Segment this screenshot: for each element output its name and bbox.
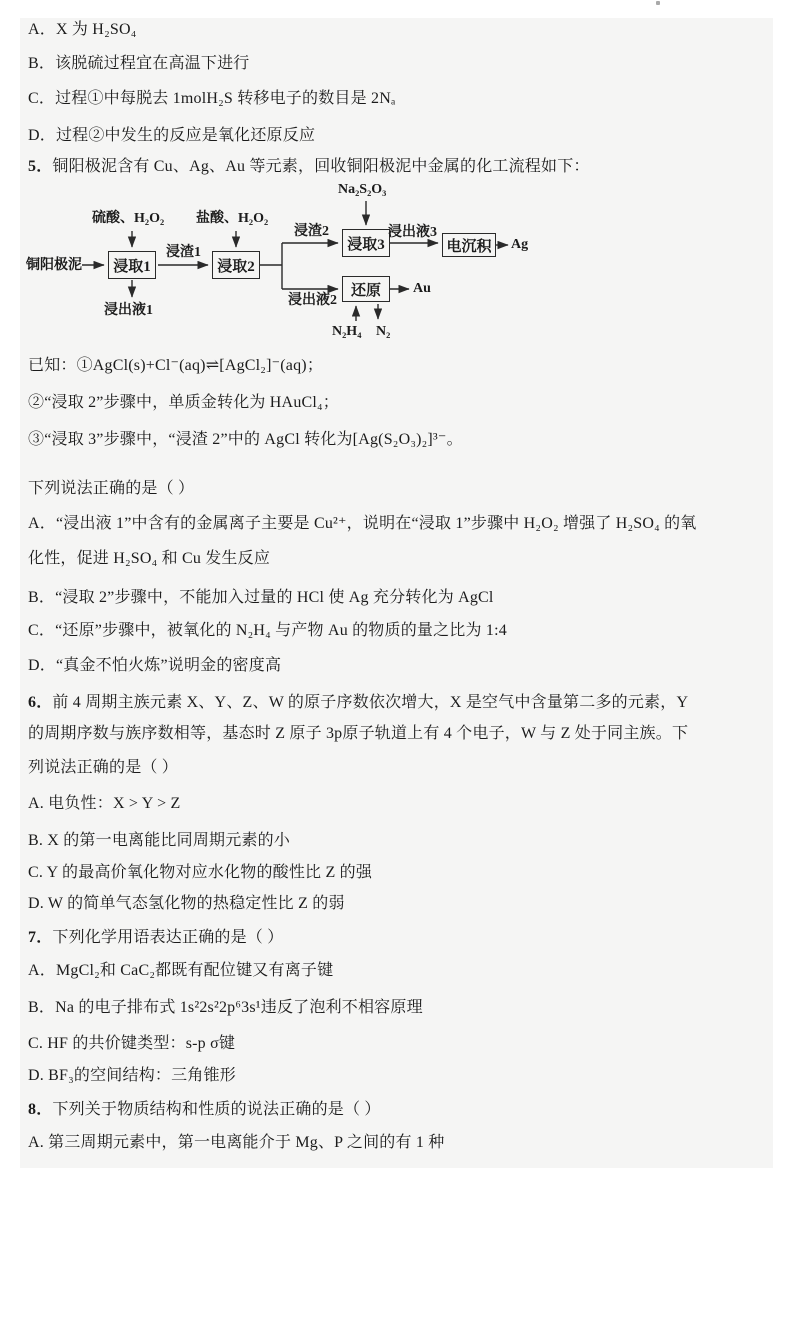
flowchart-box-deposit: 电沉积 — [442, 233, 496, 257]
flowchart-byproduct-n2: N₂ — [376, 324, 391, 339]
q6-option-a: A. 电负性：X > Y > Z — [28, 795, 181, 812]
flowchart-product-ag: Ag — [511, 237, 529, 252]
q4-option-b: B．该脱硫过程宜在高温下进行 — [28, 55, 250, 72]
q5-option-a-l1: A．“浸出液 1”中含有的金属离子主要是 Cu²⁺，说明在“浸取 1”步骤中 H₂O₂ 增强了 H₂SO₄ 的氧 — [28, 515, 697, 532]
q5-option-d: D．“真金不怕火炼”说明金的密度高 — [28, 657, 282, 674]
q6-stem-l2: 的周期序数与族序数相等，基态时 Z 原子 3p原子轨道上有 4 个电子，W 与 Z 处于同主族。下 — [28, 725, 689, 742]
q8-number: 8． — [28, 1101, 53, 1118]
q7-stem-text: 下列化学用语表达正确的是（ ） — [52, 929, 284, 946]
q8-stem — [28, 1100, 381, 1120]
q6-stem-text-1: 前 4 周期主族元素 X、Y、Z、W 的原子序数依次增大，X 是空气中含量第二多的元素，Y — [52, 694, 689, 711]
q4-option-c: C．过程①中每脱去 1molH₂S 转移电子的数目是 2Nₐ — [28, 90, 396, 107]
q8-option-a: A. 第三周期元素中，第一电离能介于 Mg、P 之间的有 1 种 — [28, 1134, 445, 1151]
flowchart-box-leach3: 浸取3 — [342, 229, 390, 257]
q7-option-b: B．Na 的电子排布式 1s²2s²2p⁶3s¹违反了泡利不相容原理 — [28, 999, 423, 1016]
q5-prompt: 下列说法正确的是（ ） — [28, 480, 195, 497]
q5-known-3: ③“浸取 3”步骤中，“浸渣 2”中的 AgCl 转化为[Ag(S₂O₃)₂]³⁻。 — [28, 431, 463, 448]
q7-stem — [28, 928, 283, 948]
q5-number: 5． — [28, 158, 53, 175]
q6-number: 6． — [28, 694, 53, 711]
flowchart-residue2-label: 浸渣2 — [294, 224, 329, 239]
flowchart-leach2-label: 浸出液2 — [288, 293, 337, 308]
flowchart-reagent3-label: Na₂S₂O₃ — [338, 182, 387, 197]
flowchart-reagent1-label: 硫酸、H₂O₂ — [92, 211, 165, 226]
q5-stem — [28, 157, 590, 177]
scan-artifact — [656, 1, 660, 5]
q5-known-1: 已知：①AgCl(s)+Cl⁻(aq)⇌[AgCl₂]⁻(aq)； — [28, 357, 324, 374]
q5-process-flowchart — [20, 175, 760, 343]
q6-option-d: D. W 的简单气态氢化物的热稳定性比 Z 的弱 — [28, 895, 345, 912]
q7-option-c: C. HF 的共价键类型：s-p σ键 — [28, 1035, 236, 1052]
q5-known-2: ②“浸取 2”步骤中，单质金转化为 HAuCl₄； — [28, 394, 340, 411]
flowchart-reagent4-label: N₂H₄ — [332, 324, 362, 339]
q5-stem-text: 铜阳极泥含有 Cu、Ag、Au 等元素，回收铜阳极泥中金属的化工流程如下： — [52, 158, 590, 175]
flowchart-product-au: Au — [413, 281, 431, 296]
q6-stem-l3: 列说法正确的是（ ） — [28, 759, 179, 776]
flowchart-source-label: 铜阳极泥 — [26, 258, 82, 273]
q7-number: 7． — [28, 929, 53, 946]
flowchart-reagent2-label: 盐酸、H₂O₂ — [196, 211, 269, 226]
flowchart-box-leach2: 浸取2 — [212, 251, 260, 279]
q6-stem-l1 — [28, 693, 688, 713]
q7-option-d: D. BF₃的空间结构：三角锥形 — [28, 1067, 236, 1084]
q7-option-a: A．MgCl₂和 CaC₂都既有配位键又有离子键 — [28, 962, 334, 979]
q4-option-d: D．过程②中发生的反应是氧化还原反应 — [28, 127, 316, 144]
flowchart-leach1-label: 浸出液1 — [104, 303, 153, 318]
q6-option-b: B. X 的第一电离能比同周期元素的小 — [28, 832, 291, 849]
flowchart-residue1-label: 浸渣1 — [166, 245, 201, 260]
flowchart-box-reduce: 还原 — [342, 276, 390, 302]
document-content — [20, 18, 773, 1168]
flowchart-box-leach1: 浸取1 — [108, 251, 156, 279]
q4-option-a: A．X 为 H₂SO₄ — [28, 21, 137, 38]
q5-option-c: C．“还原”步骤中，被氧化的 N₂H₄ 与产物 Au 的物质的量之比为 1:4 — [28, 622, 507, 639]
q5-option-b: B．“浸取 2”步骤中，不能加入过量的 HCl 使 Ag 充分转化为 AgCl — [28, 589, 494, 606]
q5-option-a-l2: 化性，促进 H₂SO₄ 和 Cu 发生反应 — [28, 550, 271, 567]
q8-stem-text: 下列关于物质结构和性质的说法正确的是（ ） — [52, 1101, 381, 1118]
flowchart-leach3-label: 浸出液3 — [388, 225, 437, 240]
q6-option-c: C. Y 的最高价氧化物对应水化物的酸性比 Z 的强 — [28, 864, 373, 881]
